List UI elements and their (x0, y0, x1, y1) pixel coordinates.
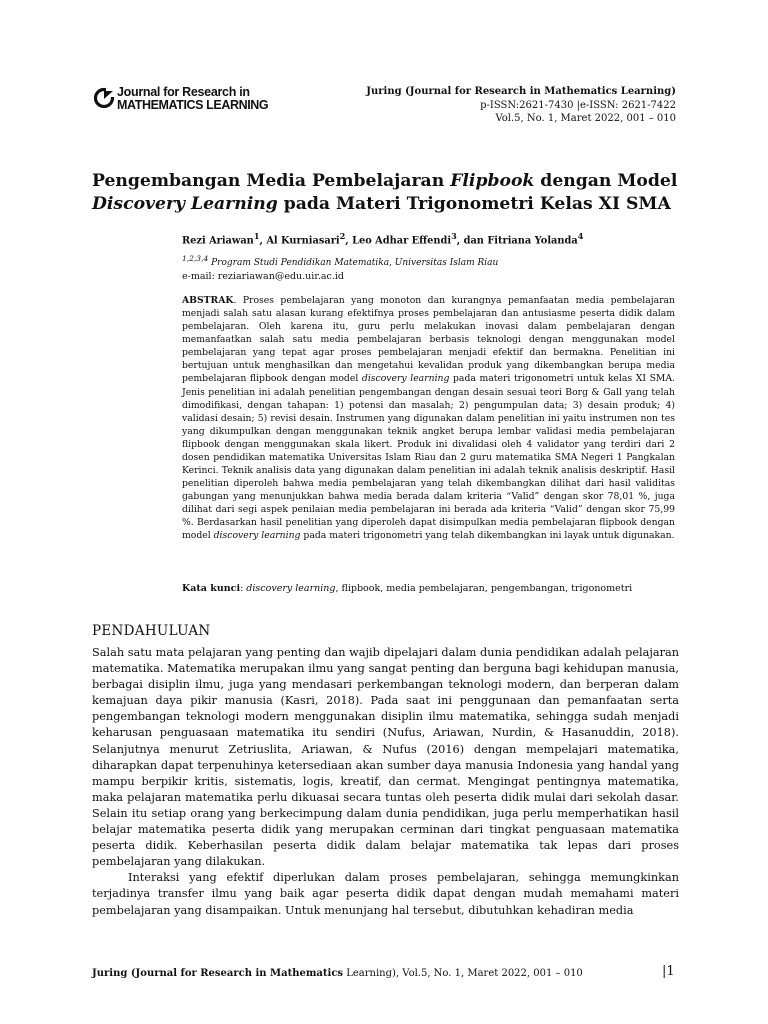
author-names: Rezi Ariawan$^1$, Al Kurniasari$^2$, Leo Adhar Effendi$^3$, dan Fitriana Yolanda$^4$ (182, 231, 584, 247)
page-number: |1 (662, 964, 675, 979)
journal-logo (93, 85, 269, 113)
journal-issn: p-ISSN:2621-7430 |e-ISSN: 2621-7422 (480, 99, 676, 111)
journal-name: Juring (Journal for Research in Mathematics Learning) (366, 86, 676, 97)
paper-title: Pengembangan Media Pembelajaran Flipbook dengan Model Discovery Learning pada Materi Trigonometri Kelas XI SMA (92, 171, 678, 214)
section-heading: PENDAHULUAN (92, 623, 211, 639)
author-affiliation: $^{1,2,3,4}$ Program Studi Pendidikan Matematika, Universitas Islam Riau (182, 254, 499, 269)
logo-text-line1: Journal for Research in (117, 85, 250, 99)
author-block (182, 230, 583, 283)
logo-mark-icon (93, 87, 115, 109)
journal-volume: Vol.5, No. 1, Maret 2022, 001 – 010 (495, 113, 676, 124)
section-body (92, 645, 679, 919)
abstract-label: ABSTRAK (182, 295, 234, 306)
journal-header-info (366, 85, 676, 126)
paragraph: Salah satu mata pelajaran yang penting dan wajib dipelajari dalam dunia pendidikan adalah pelajaran matematika. Matematika merupakan ilmu yang sangat penting dan berguna bagi kehidupan manusia, berbagai disiplin ilmu, juga yang mendasari perkembangan teknologi modern, dan berperan dalam kemajuan daya pikir manusia (Kasri, 2018). Pada saat ini penggunaan dan pemanfaatan serta pengembangan teknologi modern menggunakan disiplin ilmu matematika, sehingga sudah menjadi keharusan penguasaan matematika itu sendiri (Nufus, Ariawan, Nurdin, & Hasanuddin, 2018). Selanjutnya menurut Zetriuslita, Ariawan, & Nufus (2016) dengan mempelajari matematika, diharapkan dapat terpenuhinya ketersediaan akan sumber daya manusia Indonesia yang handal yang mampu berpikir kritis, sistematis, logis, kreatif, dan cermat. Mengingat pentingnya matematika, maka pelajaran matematika perlu dikuasai secara tuntas oleh peserta didik mulai dari sekolah dasar. Selain itu setiap orang yang berkecimpung dalam dunia pendidikan, juga perlu memperhatikan hasil belajar matematika peserta didik yang merupakan cerminan dari tingkat penguasaan matematika peserta didik. Keberhasilan peserta didik dalam belajar matematika tak lepas dari proses pembelajaran yang dilakukan. (92, 646, 679, 869)
keywords: Kata kunci: discovery learning, flipbook, media pembelajaran, pengembangan, trigonometri (182, 583, 633, 594)
paragraph: Interaksi yang efektif diperlukan dalam proses pembelajaran, sehingga memungkinkan terjadinya transfer ilmu yang baik agar peserta didik dapat dengan mudah memahami materi pembelajaran yang disampaikan. Untuk menunjang hal tersebut, dibutuhkan kehadiran media (92, 871, 679, 917)
logo-text-line2: MATHEMATICS LEARNING (117, 98, 269, 112)
abstract: ABSTRAK. Proses pembelajaran yang monoton dan kurangnya pemanfaatan media pembelajaran menjadi salah satu alasan kurang efektifnya proses pembelajaran dan antusiasme peserta didik dalam pembelajaran. Oleh karena itu, guru perlu melakukan inovasi dalam pembelajaran dengan memanfaatkan salah satu media pembelajaran berbasis teknologi dengan menggunakan model pembelajaran yang tepat agar proses pembelajaran menjadi efektif dan bermakna. Penelitian ini bertujuan untuk menghasilkan dan mengetahui kevalidan produk yang dikembangkan berupa media pembelajaran flipbook dengan model discovery learning pada materi trigonometri untuk kelas XI SMA. Jenis penelitian ini adalah penelitian pengembangan dengan desain sesuai teori Borg & Gall yang telah dimodifikasi, dengan tahapan: 1) potensi dan masalah; 2) pengumpulan data; 3) desain produk; 4) validasi desain; 5) revisi desain. Instrumen yang digunakan dalam penelitian ini yaitu instrumen non tes yang dikumpulkan dengan menggunakan teknik angket berupa lembar validasi media pembelajaran flipbook dengan menggunakan skala likert. Produk ini divalidasi oleh 4 validator yang terdiri dari 2 dosen pendidikan matematika Universitas Islam Riau dan 2 guru matematika SMA Negeri 1 Pangkalan Kerinci. Teknik analisis data yang digunakan dalam penelitian ini adalah teknik analisis deskriptif. Hasil penelitian diperoleh bahwa media pembelajaran yang telah dikembangkan dilihat dari hasil validitas gabungan yang menunjukkan bahwa media berada dalam kriteria “Valid” dengan skor 78,01 %, juga dilihat dari segi aspek penilaian media pembelajaran ini berada ada kriteria “Valid” dengan skor 75,99 %. Berdasarkan hasil penelitian yang diperoleh dapat disimpulkan media pembelajaran flipbook dengan model discovery learning pada materi trigonometri yang telah dikembangkan ini layak untuk digunakan. (182, 295, 676, 542)
keywords-label: Kata kunci (182, 583, 241, 594)
author-email: e-mail: reziariawan@edu.uir.ac.id (182, 271, 344, 283)
page-footer: Juring (Journal for Research in Mathematics Learning), Vol.5, No. 1, Maret 2022, 001 – 010 (92, 968, 583, 979)
